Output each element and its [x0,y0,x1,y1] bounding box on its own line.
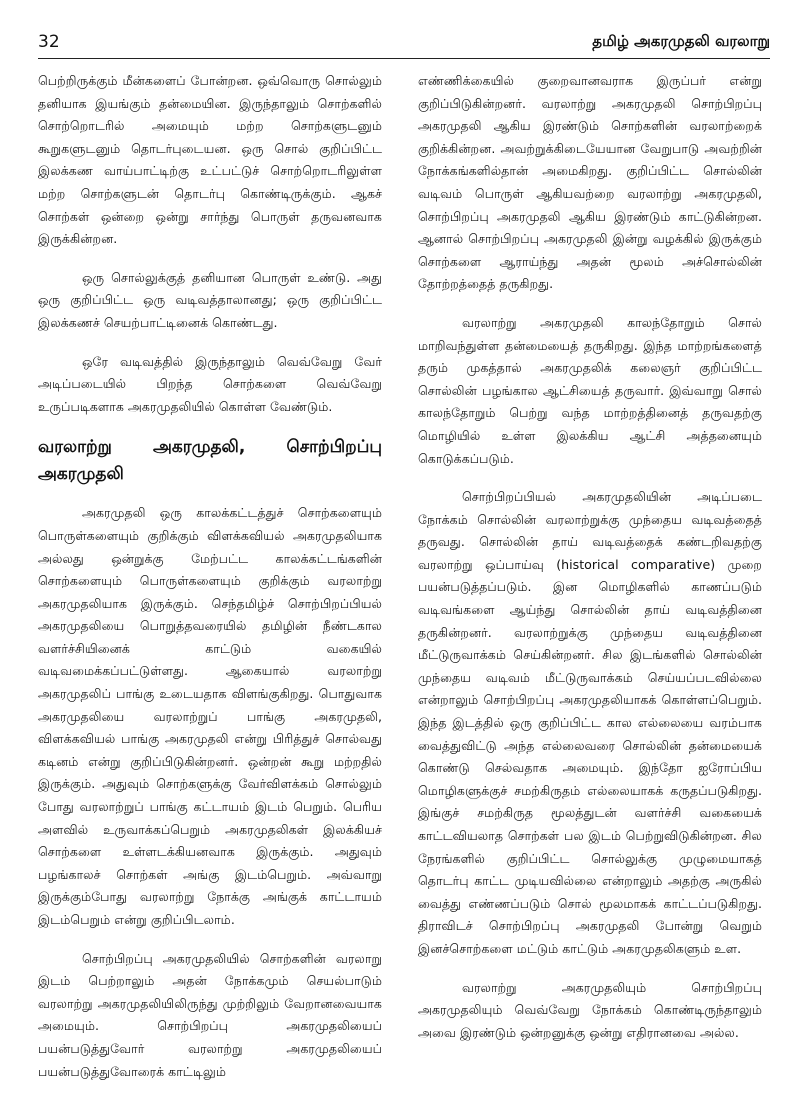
paragraph: சொற்பிறப்பு அகரமுதலியில் சொற்களின் வரலாறு இடம் பெற்றாலும் அதன் நோக்கமும் செயல்பாடும் வரலாற்று அகரமுதலியிலிருந்து முற்றிலும் வேறானவையாக அமையும். சொற்பிறப்பு அகரமுதலியைப் பயன்படுத்துவோர் வரலாற்று அகரமுதலியைப் பயன்படுத்துவோரைக் காட்டிலும் [38,950,382,1079]
running-title: தமிழ் அகரமுதலி வரலாறு [592,32,770,50]
right-column [418,70,762,1060]
paragraph: ஒரு சொல்லுக்குத் தனியான பொருள் உண்டு. அது ஒரு குறிப்பிட்ட ஒரு வடிவத்தாலானது; ஒரு குறிப்பிட்ட இலக்கணச் செயற்பாட்டினைக் கொண்டது. [38,269,382,330]
paragraph: ஒரே வடிவத்தில் இருந்தாலும் வெவ்வேறு வேர் அடிப்படையில் பிறந்த சொற்களை வெவ்வேறு உருப்படிகளாக அகரமுதலியில் கொள்ள வேண்டும். [38,353,382,414]
paragraph: அகரமுதலி ஒரு காலக்கட்டத்துச் சொற்களையும் பொருள்களையும் குறிக்கும் விளக்கவியல் அகரமுதலியாக அல்லது ஒன்றுக்கு மேற்பட்ட காலக்கட்டங்களின் சொற்களையும் பொருள்களையும் குறிக்கும் வரலாற்று அகரமுதலியாக இருக்கும். செந்தமிழ்ச் சொற்பிறப்பியல் அகரமுதலியை பொறுத்தவரையில் தமிழின் நீண்டகால வளர்ச்சியினைக் காட்டும் வகையில் வடிவமைக்கப்பட்டுள்ளது. ஆகையால் வரலாற்று அகரமுதலிப் பாங்கு உடையதாக விளங்குகிறது. பொதுவாக அகரமுதலியை வரலாற்றுப் பாங்கு அகரமுதலி, விளக்கவியல் பாங்கு அகரமுதலி என்று பிரித்துச் சொல்வது கடினம் என்று குறிப்பிடுகின்றனர். ஒன்றன் கூறு மற்றதில் இருக்கும். அதுவும் சொற்களுக்கு வேர்விளக்கம் சொல்லும் போது வரலாற்றுப் பாங்கு கட்டாயம் இடம் பெறும். பெரிய அளவில் உருவாக்கப்பெறும் அகரமுதலிகள் இலக்கியச் சொற்களை உள்ளடக்கியனவாக இருக்கும். அதுவும் பழங்காலச் சொற்கள் அங்கு இடம்பெறும். அவ்வாறு இருக்கும்போது வரலாற்று நோக்கு அங்குக் காட்டாயம் இடம்பெறும் என்று குறிப்பிடலாம். [38,505,382,927]
page-header [38,28,770,59]
paragraph: வரலாற்று அகரமுதலி காலந்தோறும் சொல் மாறிவந்துள்ள தன்மையைத் தருகிறது. இந்த மாற்றங்களைத் தரும் முகத்தால் அகரமுதலிக் கலைஞர் குறிப்பிட்ட சொல்லின் பழங்கால ஆட்சியைத் தருவார். இவ்வாறு சொல் காலந்தோறும் பெற்று வந்த மாற்றத்தினைத் தருவதற்கு மொழியில் உள்ள இலக்கிய ஆட்சி அத்தனையும் கொடுக்கப்படும். [418,314,762,466]
paragraph: பெற்றிருக்கும் மீன்களைப் போன்றன. ஒவ்வொரு சொல்லும் தனியாக இயங்கும் தன்மையின. இருந்தாலும் சொற்களில் சொற்றொடரில் அமையும் மற்ற சொற்களுடனும் கூறுகளுடனும் தொடர்புடையன. ஒரு சொல் குறிப்பிட்ட இலக்கண வாய்பாட்டிற்கு உட்பட்டுச் சொற்றொடரிலுள்ள மற்ற சொற்களுடன் தொடர்பு கொண்டிருக்கும். ஆகச் சொற்கள் ஒன்றை ஒன்று சார்ந்து பொருள் தருவனவாக இருக்கின்றன. [38,73,382,247]
left-column [38,70,382,1099]
section-heading: வரலாற்று அகரமுதலி, சொற்பிறப்பு அகரமுதலி [38,437,382,485]
paragraph: சொற்பிறப்பியல் அகரமுதலியின் அடிப்படை நோக்கம் சொல்லின் வரலாற்றுக்கு முந்தைய வடிவத்தைத் தருவது. சொல்லின் தாய் வடிவத்தைக் கண்டறிவதற்கு வரலாற்று ஒப்பாய்வு (historical comparative) முறை பயன்படுத்தப்படும். இன மொழிகளில் காணப்படும் வடிவங்களை ஆய்ந்து சொல்லின் தாய் வடிவத்தினை தருகின்றனர். வரலாற்றுக்கு முந்தைய வடிவத்தினை மீட்டுருவாக்கம் செய்கின்றனர். சில இடங்களில் சொல்லின் முந்தைய வடிவம் மீட்டுருவாக்கம் செய்யப்படவில்லை என்றாலும் சொற்பிறப்பு அகரமுதலியாகக் கொள்ளப்பெறும். இந்த இடத்தில் ஒரு குறிப்பிட்ட கால எல்லையை வரம்பாக வைத்துவிட்டு அந்த எல்லைவரை சொல்லின் தன்மையைக் கொண்டு செல்வதாக அமையும். இந்தோ ஐரோப்பிய மொழிகளுக்குச் சமற்கிருதம் எல்லையாகக் கருதப்படுகிறது. இங்குச் சமற்கிருத மூலத்துடன் வளர்ச்சி வகையைக் காட்டவியலாத சொற்கள் பல இடம் பெற்றுவிடுகின்றன. சில நேரங்களில் குறிப்பிட்ட சொல்லுக்கு முழுமையாகத் தொடர்பு காட்ட முடியவில்லை என்றாலும் அதற்கு அருகில் வைத்து எண்ணப்படும் சொல் மூலமாகக் காட்டப்படுகிறது. திராவிடச் சொற்பிறப்பு அகரமுதலி போன்று வெறும் இனச்சொற்களை மட்டும் காட்டும் அகரமுதலிகளும் உள. [418,489,762,956]
page-number: 32 [38,32,60,52]
paragraph: எண்ணிக்கையில் குறைவானவராக இருப்பர் என்று குறிப்பிடுகின்றனர். வரலாற்று அகரமுதலி சொற்பிறப்பு அகரமுதலி ஆகிய இரண்டும் சொற்களின் வரலாற்றைக் குறிக்கின்றன. அவற்றுக்கிடையேயான வேறுபாடு அவற்றின் நோக்கங்களில்தான் அமைகிறது. குறிப்பிட்ட சொல்லின் வடிவம் பொருள் ஆகியவற்றை வரலாற்று அகரமுதலி, சொற்பிறப்பு அகரமுதலி ஆகிய இரண்டும் காட்டுகின்றன. ஆனால் சொற்பிறப்பு அகரமுதலி இன்று வழக்கில் இருக்கும் சொற்களை ஆராய்ந்து அதன் மூலம் அச்சொல்லின் தோற்றத்தைத் தருகிறது. [418,73,762,292]
paragraph: வரலாற்று அகரமுதலியும் சொற்பிறப்பு அகரமுதலியும் வெவ்வேறு நோக்கம் கொண்டிருந்தாலும் அவை இரண்டும் ஒன்றனுக்கு ஒன்று எதிரானவை அல்ல. [418,979,762,1040]
